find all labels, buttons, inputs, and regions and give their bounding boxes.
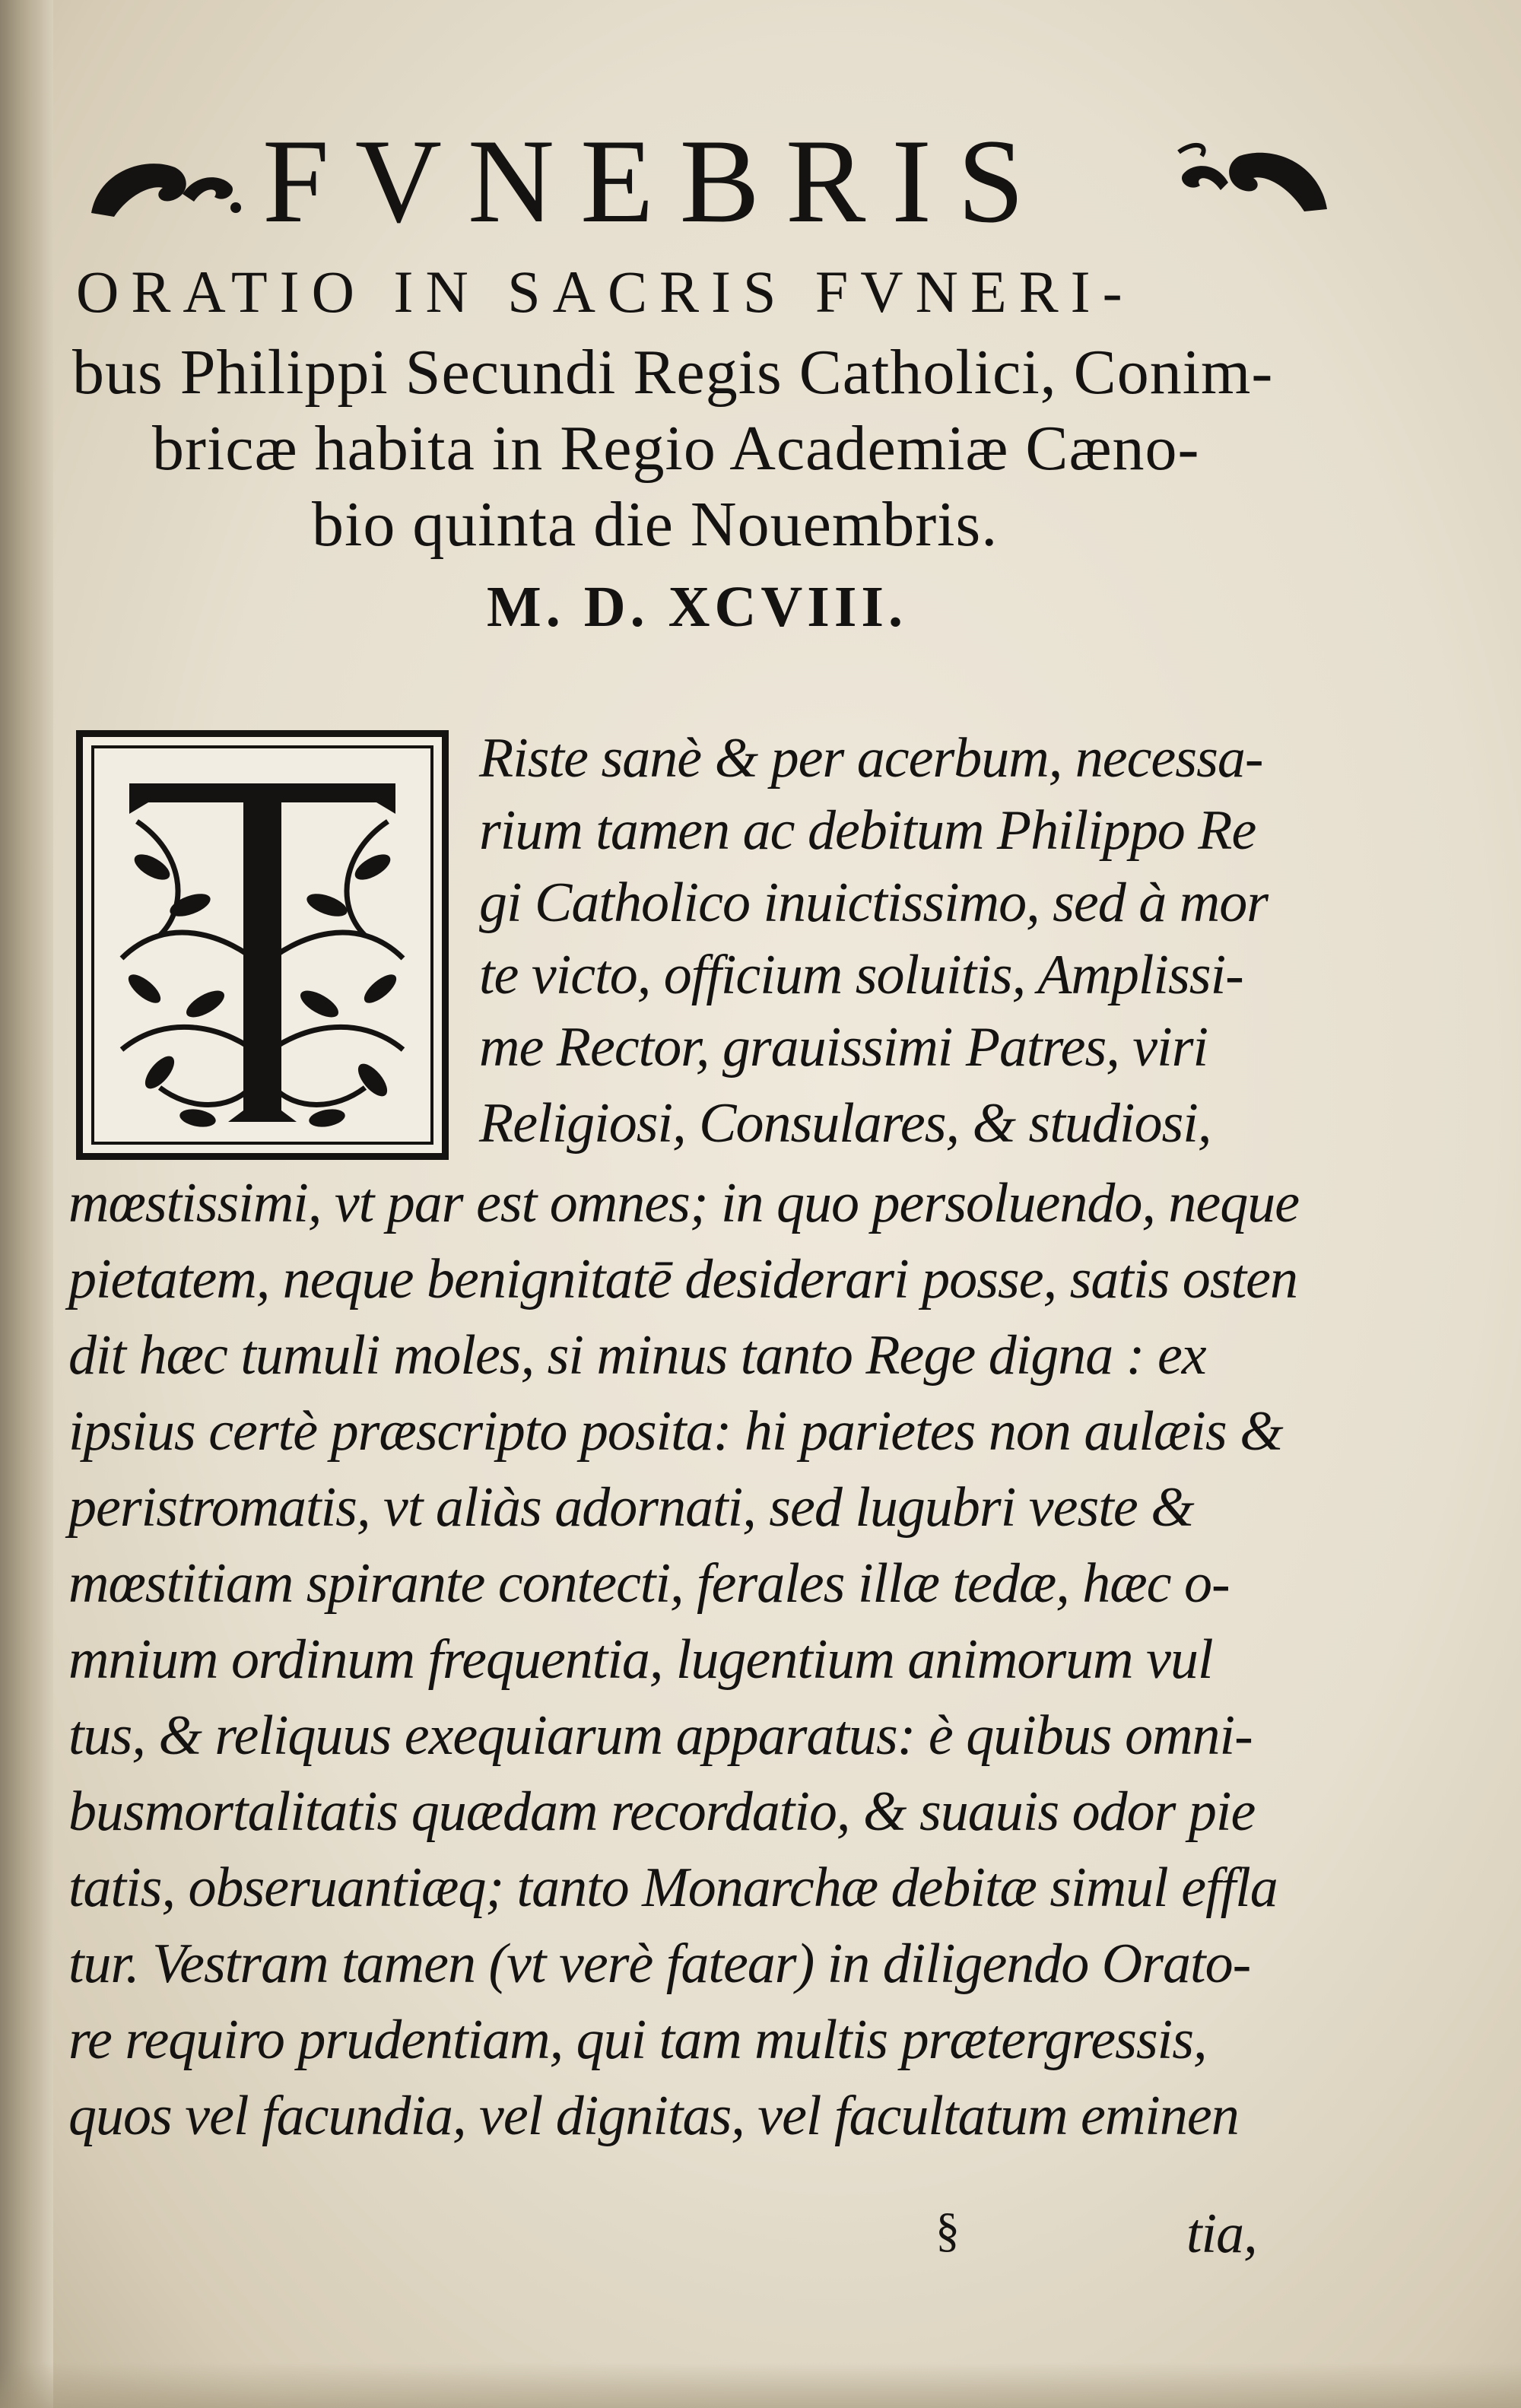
heading-line-2: bus Philippi Secundi Regis Catholici, Conim- [72, 337, 1274, 408]
page-title: FVNEBRIS [262, 115, 1050, 248]
body-line-13: mnium ordinum frequentia, lugentium animorum vul [68, 1628, 1213, 1691]
left-leaf-ornament-icon [84, 141, 247, 228]
body-line-11: peristromatis, vt aliàs adornati, sed lugubri veste & [68, 1476, 1194, 1539]
body-line-14: tus, & reliquus exequiarum apparatus: è quibus omni- [68, 1704, 1253, 1767]
page-bottom-edge [0, 2362, 1521, 2408]
book-gutter [0, 0, 53, 2408]
heading-line-4: bio quinta die Nouembris. [312, 489, 999, 560]
body-line-12: mœstitiam spirante contecti, ferales illæ tedæ, hæc o- [68, 1552, 1230, 1615]
heading-line-3: bricæ habita in Regio Academiæ Cæno- [152, 413, 1200, 484]
body-line-19: quos vel facundia, vel dignitas, vel facultatum eminen [68, 2085, 1239, 2147]
heading-line-1: ORATIO IN SACRIS FVNERI- [76, 259, 1135, 325]
body-line-17: tur. Vestram tamen (vt verè fatear) in diligendo Orato- [68, 1933, 1251, 1995]
body-line-3: gi Catholico inuictissimo, sed à mor [479, 872, 1268, 934]
body-line-6: Religiosi, Consulares, & studiosi, [479, 1092, 1211, 1155]
body-line-18: re requiro prudentiam, qui tam multis prætergressis, [68, 2009, 1207, 2071]
catchword: tia, [1186, 2203, 1257, 2265]
body-line-15: busmortalitatis quædam recordatio, & suauis odor pie [68, 1781, 1256, 1843]
body-line-10: ipsius certè præscripto posita: hi parietes non aulæis & [68, 1400, 1283, 1463]
body-line-4: te victo, officium soluitis, Amplissi- [479, 944, 1243, 1006]
heading-date: M. D. XCVIII. [487, 575, 907, 639]
right-leaf-ornament-icon [1156, 129, 1335, 228]
body-line-9: dit hæc tumuli moles, si minus tanto Rege digna : ex [68, 1324, 1206, 1387]
decorated-initial-t-icon [76, 730, 449, 1160]
body-line-5: me Rector, grauissimi Patres, viri [479, 1016, 1208, 1079]
body-line-1: Riste sanè & per acerbum, necessa- [479, 727, 1263, 789]
signature-mark: § [935, 2203, 960, 2257]
body-line-8: pietatem, neque benignitatē desiderari posse, satis osten [68, 1248, 1297, 1310]
body-line-16: tatis, obseruantiæq; tanto Monarchæ debitæ simul effla [68, 1857, 1278, 1919]
body-line-7: mœstissimi, vt par est omnes; in quo persoluendo, neque [68, 1172, 1300, 1234]
body-line-2: rium tamen ac debitum Philippo Re [479, 799, 1256, 862]
